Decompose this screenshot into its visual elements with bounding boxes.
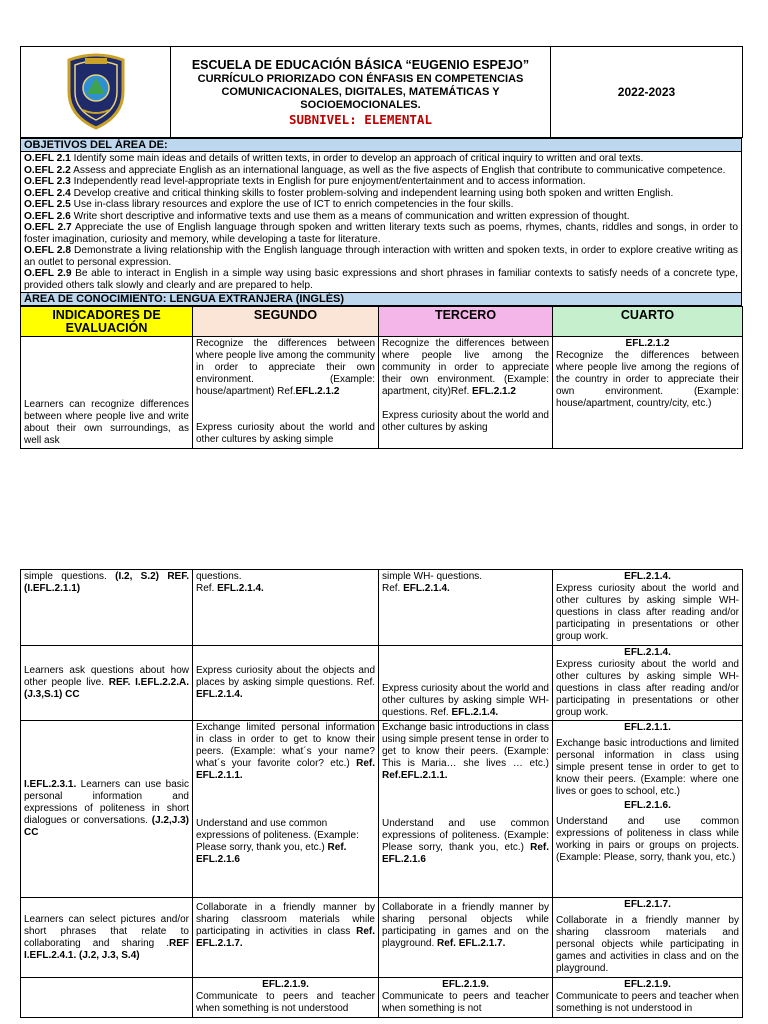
indicator-cell: Learners can select pictures and/or short phrases that relate to collaborating and sharing .REF I.EFL.2.4.1. (J.2, J.3, S.4) [21, 898, 193, 978]
objective-item: O.EFL 2.5 Use in-class library resources and explore the use of ICT to enrich competencies in the four skills. [24, 199, 514, 210]
area-title: ÁREA DE CONOCIMIENTO: LENGUA EXTRANJERA (INGLÉS) [21, 293, 742, 306]
segundo-cell: Express curiosity about the objects and places by asking simple questions. Ref. EFL.2.1.4. [193, 646, 379, 721]
title-cell [171, 47, 551, 138]
cuarto-cell: EFL.2.1.4. Express curiosity about the world and other cultures by asking simple WH-questions in class after reading and/or participating in presentations or other group work. [553, 570, 743, 646]
segundo-cell: Recognize the differences between where people live among the community in order to appreciate their own environment. (Example: house/apartment) Ref.EFL.2.1.2 Express curiosity about the world and other cultures by asking simple [193, 337, 379, 449]
cuarto-cell: EFL.2.1.7. Collaborate in a friendly manner by sharing classroom materials and personal objects while participating in games and activities in class and on the playground. [553, 898, 743, 978]
col-segundo: SEGUNDO [193, 307, 379, 337]
cuarto-cell: EFL.2.1.1. Exchange basic introductions and limited personal information in class using simple present tense in order to get to know their peers. (Example: where one lives or goes to school, etc.) EFL.2.1.6. Understand and use common expressions of politeness in class while working in pairs or groups on projects. (Example: Please, sorry, thank you, etc.) [553, 721, 743, 898]
cuarto-cell: EFL.2.1.9. Communicate to peers and teacher when something is not understood in [553, 978, 743, 1018]
curriculum-header-table [20, 46, 743, 138]
indicators-table-p1 [20, 306, 743, 449]
col-tercero: TERCERO [379, 307, 553, 337]
objectives-title: OBJETIVOS DEL ÁREA DE: [21, 139, 742, 152]
tercero-cell: Collaborate in a friendly manner by sharing personal objects while participating in games and on the playground. Ref. EFL.2.1.7. [379, 898, 553, 978]
curriculum-title: CURRÍCULO PRIORIZADO CON ÉNFASIS EN COMPETENCIAS COMUNICACIONALES, DIGITALES, MATEMÁTICAS Y SOCIOEMOCIONALES. [197, 73, 524, 111]
tercero-cell: simple WH- questions. Ref. EFL.2.1.4. [379, 570, 553, 646]
indicator-cell: Learners can recognize differences between where people live and write about their own surroundings, as well ask [21, 337, 193, 449]
indicator-cell: simple questions. (I.2, S.2) REF. (I.EFL.2.1.1) [21, 570, 193, 646]
school-logo-cell [21, 47, 171, 138]
page-2 [20, 569, 742, 1018]
indicator-cell: I.EFL.2.3.1. Learners can use basic personal information and expressions of politeness in short dialogues or conversations. (J.2,J.3) CC [21, 721, 193, 898]
page-1 [20, 46, 742, 449]
indicators-table-p2 [20, 569, 743, 1018]
objective-item: O.EFL 2.1 Identify some main ideas and details of written texts, in order to develop an approach of critical inquiry to written and oral texts. [24, 153, 644, 164]
objective-item: O.EFL 2.3 Independently read level-appropriate texts in English for pure enjoyment/entertainment and to access information. [24, 176, 586, 187]
objectives-list [21, 152, 742, 293]
col-indicadores: INDICADORES DE EVALUACIÓN [21, 307, 193, 337]
objective-item: O.EFL 2.7 Appreciate the use of English language through spoken and written literary texts such as poems, rhymes, chants, riddles and songs, in order to foster imagination, curiosity and memory, while developing a taste for literature. [24, 222, 738, 245]
cuarto-cell: EFL.2.1.2 Recognize the differences between where people live among the regions of the country in order to appreciate their own environment. (Example: house/apartment, country/city, etc.) [553, 337, 743, 449]
indicator-cell: Learners ask questions about how other people live. REF. I.EFL.2.2.A. (J.3,S.1) CC [21, 646, 193, 721]
subnivel-label: SUBNIVEL: ELEMENTAL [289, 112, 432, 127]
tercero-cell: Express curiosity about the world and other cultures by asking simple WH- questions. Ref. EFL.2.1.4. [379, 646, 553, 721]
objective-item: O.EFL 2.2 Assess and appreciate English as an international language, as well as the five aspects of English that contribute to communicative competence. [24, 164, 726, 176]
segundo-cell: Exchange limited personal information in class in order to get to know their peers. (Example: what´s your name? what´s your favorite color? etc.) Ref. EFL.2.1.1. Understand and use common expressions of politeness. (Example: Please sorry, thank you, etc.) Ref. EFL.2.1.6 [193, 721, 379, 898]
objective-item: O.EFL 2.4 Develop creative and critical thinking skills to foster problem-solving and independent learning using both spoken and written English. [24, 187, 674, 199]
tercero-cell: EFL.2.1.9. Communicate to peers and teacher when something is not [379, 978, 553, 1018]
objective-item: O.EFL 2.6 Write short descriptive and informative texts and use them as a means of communication and written expression of thought. [24, 210, 630, 222]
tercero-cell: Exchange basic introductions in class using simple present tense in order to get to know their peers. (Example: This is Maria… she lives … etc.) Ref.EFL.2.1.1. Understand and use common expressions of politeness. (Example: Please sorry, thank you, etc.) Ref. EFL.2.1.6 [379, 721, 553, 898]
col-cuarto: CUARTO [553, 307, 743, 337]
objective-item: O.EFL 2.9 Be able to interact in English in a simple way using basic expressions and short phrases in familiar contexts to satisfy needs of a concrete type, provided others talk slowly and clearly and are prepared to help. [24, 268, 738, 291]
school-year: 2022-2023 [551, 47, 743, 138]
objective-item: O.EFL 2.8 Demonstrate a living relationship with the English language through interaction with written and spoken texts, in order to explore creative writing as an outlet to personal expression. [24, 245, 739, 268]
school-name: ESCUELA DE EDUCACIÓN BÁSICA “EUGENIO ESPEJO” [191, 58, 530, 72]
segundo-cell: Collaborate in a friendly manner by sharing classroom materials while participating in activities in class Ref. EFL.2.1.7. [193, 898, 379, 978]
tercero-cell: Recognize the differences between where people live among the community in order to appreciate their own environment. (Example: apartment, city)Ref. EFL.2.1.2 Express curiosity about the world and other cultures by asking [379, 337, 553, 449]
school-crest-icon [61, 50, 131, 130]
indicator-cell [21, 978, 193, 1018]
cuarto-cell: EFL.2.1.4. Express curiosity about the world and other cultures by asking simple WH-questions in class after reading and/or participating in presentations or other group work. [553, 646, 743, 721]
segundo-cell: EFL.2.1.9. Communicate to peers and teacher when something is not understood [193, 978, 379, 1018]
objectives-table [20, 138, 742, 306]
segundo-cell: questions. Ref. EFL.2.1.4. [193, 570, 379, 646]
